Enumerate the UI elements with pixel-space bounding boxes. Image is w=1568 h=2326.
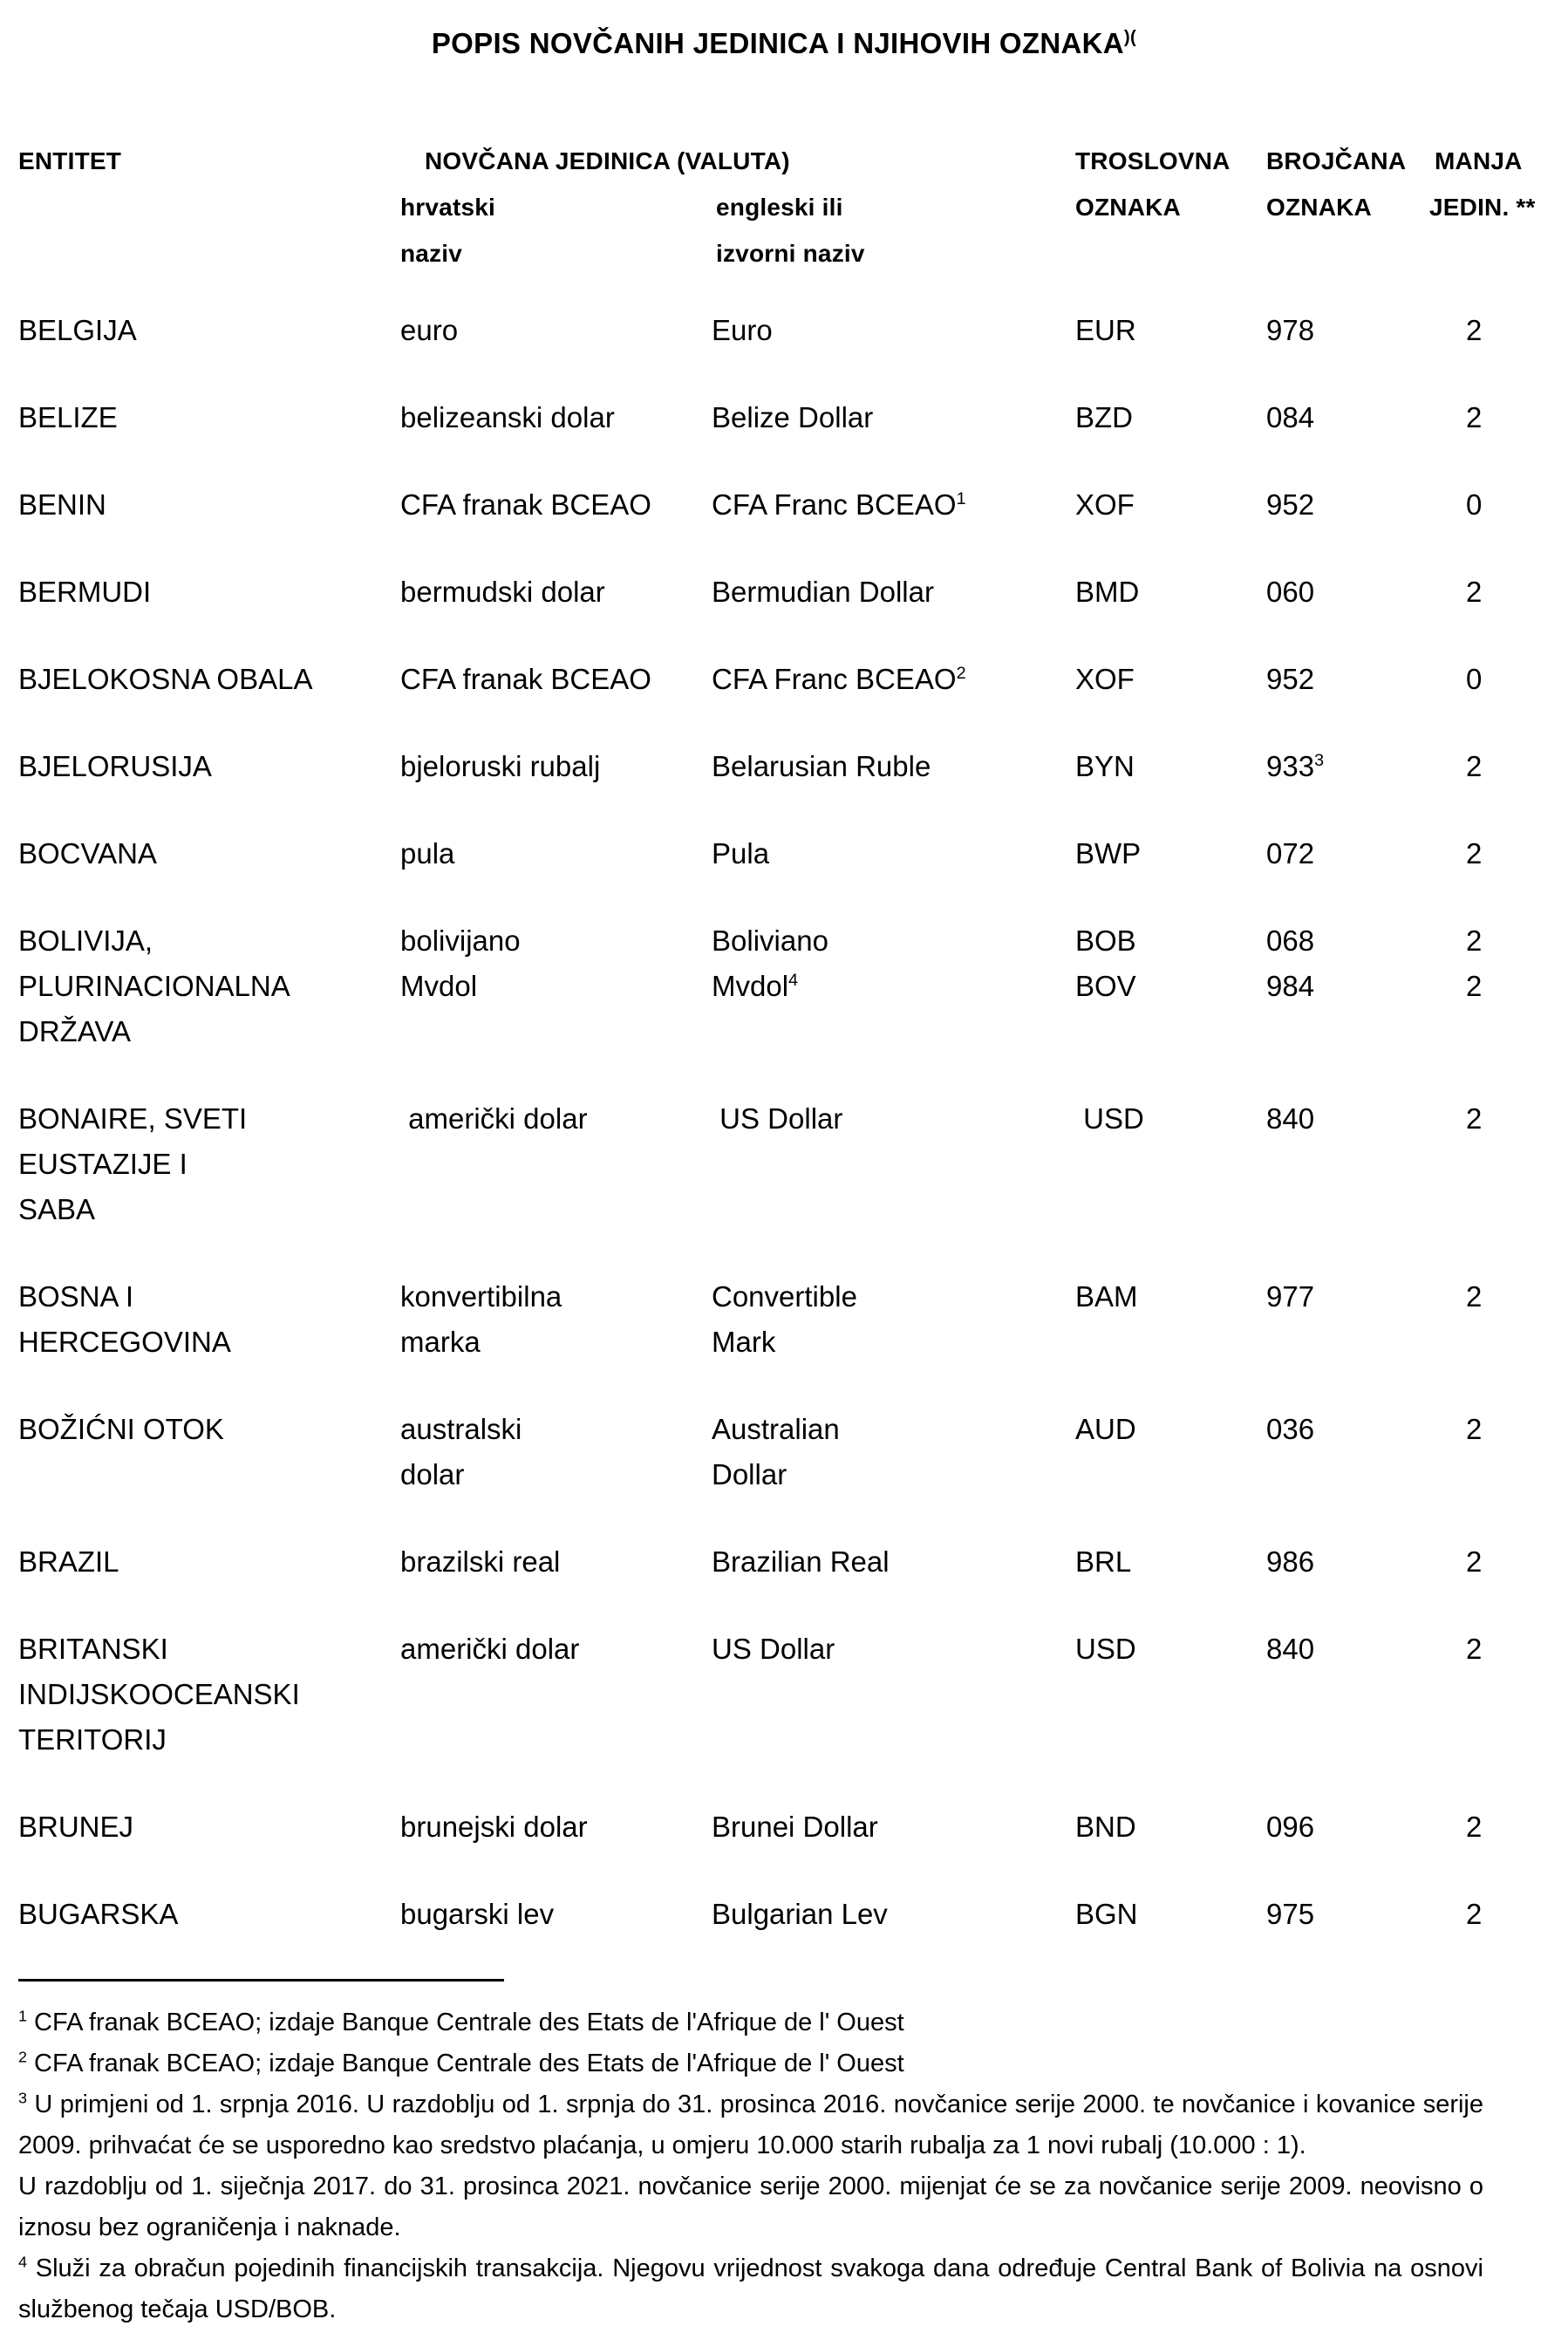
footnote-ref: 1 <box>956 489 966 508</box>
header-row-3 <box>18 230 1568 276</box>
entity-cell-line: BRITANSKI <box>18 1633 168 1665</box>
en-name-cell-line: Brunei Dollar <box>712 1811 878 1843</box>
hr-name-cell <box>400 308 712 353</box>
en-name-cell-line: CFA Franc BCEAO$^1$ <box>712 488 966 521</box>
footnotes <box>18 2002 1483 2326</box>
hr-name-cell <box>400 1627 712 1763</box>
alpha-code-cell-line: AUD <box>1075 1413 1136 1445</box>
num-code-cell-line: 036 <box>1266 1413 1315 1445</box>
hr-name-cell <box>400 1096 712 1232</box>
entity-cell-line: BONAIRE, SVETI <box>18 1102 248 1135</box>
alpha-code-cell-line: XOF <box>1075 663 1135 695</box>
en-name-cell <box>712 395 1075 440</box>
num-code-cell-line: 975 <box>1266 1898 1315 1930</box>
footnote-marker: 3 <box>18 2089 27 2107</box>
entity-cell-line: BENIN <box>18 488 106 521</box>
en-name-cell <box>712 831 1075 877</box>
en-name-cell <box>712 1407 1075 1497</box>
en-name-cell <box>712 1096 1075 1232</box>
table-row <box>18 395 1568 440</box>
entity-cell <box>18 1096 400 1232</box>
hr-name-cell-line: CFA franak BCEAO <box>400 488 651 521</box>
en-name-cell <box>712 570 1075 615</box>
alpha-code-cell <box>1075 918 1266 1054</box>
hr-name-cell-line: američki dolar <box>400 1633 580 1665</box>
alpha-code-cell <box>1075 482 1266 528</box>
en-name-cell-line: Bulgarian Lev <box>712 1898 888 1930</box>
alpha-code-cell-line: BRL <box>1075 1545 1132 1578</box>
en-name-cell <box>712 918 1075 1054</box>
entity-cell-line: DRŽAVA <box>18 1015 131 1047</box>
col-header-numeric-line2: OZNAKA <box>1266 194 1372 221</box>
alpha-code-cell-line: BGN <box>1075 1898 1138 1930</box>
num-code-cell-line: 986 <box>1266 1545 1315 1578</box>
alpha-code-cell-line: BYN <box>1075 750 1135 782</box>
alpha-code-cell-line: BMD <box>1075 576 1140 608</box>
en-name-cell-line: CFA Franc BCEAO$^2$ <box>712 663 966 695</box>
minor-unit-cell-line: 2 <box>1466 401 1483 433</box>
hr-name-cell-line: marka <box>400 1326 481 1358</box>
hr-name-cell <box>400 1274 712 1365</box>
footnote-text: Služi za obračun pojedinih financijskih transakcija. Njegovu vrijednost svakoga dana određuje Central Bank of Bolivia na osnovi službenog tečaja USD/BOB. <box>18 2254 1483 2323</box>
num-code-cell <box>1266 744 1429 789</box>
alpha-code-cell <box>1075 831 1266 877</box>
entity-cell <box>18 831 400 877</box>
num-code-cell <box>1266 657 1429 702</box>
footnote-marker: 1 <box>18 2007 27 2025</box>
table-row <box>18 1407 1568 1497</box>
alpha-code-cell <box>1075 657 1266 702</box>
hr-name-cell <box>400 395 712 440</box>
entity-cell <box>18 570 400 615</box>
col-header-alpha-line1: TROSLOVNA <box>1075 147 1231 174</box>
minor-unit-cell <box>1429 744 1568 789</box>
hr-name-cell <box>400 1892 712 1937</box>
entity-cell-line: BOSNA I <box>18 1280 134 1313</box>
hr-name-cell-line: američki dolar <box>400 1102 588 1135</box>
entity-cell-line: BERMUDI <box>18 576 152 608</box>
en-name-cell <box>712 657 1075 702</box>
alpha-code-cell-line: BZD <box>1075 401 1133 433</box>
entity-cell-line: BJELORUSIJA <box>18 750 212 782</box>
hr-name-cell-line: australski <box>400 1413 522 1445</box>
en-name-cell-line: Belize Dollar <box>712 401 874 433</box>
en-name-cell-line: Boliviano <box>712 924 828 957</box>
alpha-code-cell-line: BAM <box>1075 1280 1138 1313</box>
entity-cell-line: EUSTAZIJE I <box>18 1148 187 1180</box>
header-row-2 <box>18 184 1568 230</box>
alpha-code-cell <box>1075 1274 1266 1365</box>
entity-cell-line: BOCVANA <box>18 837 157 870</box>
hr-name-cell-line: pula <box>400 837 455 870</box>
alpha-code-cell <box>1075 1096 1266 1232</box>
entity-cell-line: INDIJSKOOCEANSKI <box>18 1678 300 1710</box>
en-name-cell-line: Mark <box>712 1326 776 1358</box>
entity-cell-line: BELIZE <box>18 401 118 433</box>
minor-unit-cell <box>1429 1096 1568 1232</box>
hr-name-cell <box>400 744 712 789</box>
entity-cell <box>18 1804 400 1850</box>
minor-unit-cell <box>1429 1274 1568 1365</box>
en-name-cell-line: Brazilian Real <box>712 1545 890 1578</box>
num-code-cell <box>1266 1627 1429 1763</box>
table-row <box>18 831 1568 877</box>
alpha-code-cell <box>1075 1627 1266 1763</box>
table-row <box>18 1804 1568 1850</box>
entity-cell <box>18 1274 400 1365</box>
en-name-cell-line: Bermudian Dollar <box>712 576 934 608</box>
entity-cell <box>18 1407 400 1497</box>
entity-cell-line: PLURINACIONALNA <box>18 970 290 1002</box>
entity-cell-line: BUGARSKA <box>18 1898 179 1930</box>
minor-unit-cell-line: 2 <box>1466 1898 1483 1930</box>
minor-unit-cell-line: 2 <box>1466 1280 1483 1313</box>
hr-name-cell-line: Mvdol <box>400 970 478 1002</box>
table-row <box>18 657 1568 702</box>
entity-cell <box>18 308 400 353</box>
minor-unit-cell-line: 2 <box>1466 1413 1483 1445</box>
entity-cell-line: HERCEGOVINA <box>18 1326 231 1358</box>
en-name-cell-line: Pula <box>712 837 770 870</box>
col-header-currency: NOVČANA JEDINICA (VALUTA) <box>425 147 790 174</box>
entity-cell-line: BRAZIL <box>18 1545 119 1578</box>
num-code-cell <box>1266 395 1429 440</box>
alpha-code-cell <box>1075 744 1266 789</box>
hr-name-cell-line: brazilski real <box>400 1545 561 1578</box>
en-name-cell-line: Dollar <box>712 1458 787 1490</box>
col-header-alpha-line2: OZNAKA <box>1075 194 1181 221</box>
page-title <box>0 0 1568 65</box>
minor-unit-cell <box>1429 1627 1568 1763</box>
entity-cell <box>18 1539 400 1585</box>
num-code-cell <box>1266 831 1429 877</box>
title-footnote-marker: )( <box>1123 27 1137 47</box>
alpha-code-cell-line: USD <box>1075 1102 1144 1135</box>
minor-unit-cell-line: 2 <box>1466 1633 1483 1665</box>
footnote-text: U razdoblju od 1. siječnja 2017. do 31. prosinca 2021. novčanice serije 2000. mijenjat će se za novčanice serije 2009. neovisno o iznosu bez ograničenja i naknade. <box>18 2173 1483 2241</box>
col-header-entity: ENTITET <box>18 147 122 174</box>
alpha-code-cell <box>1075 1407 1266 1497</box>
minor-unit-cell-line: 2 <box>1466 576 1483 608</box>
num-code-cell-line: 084 <box>1266 401 1315 433</box>
minor-unit-cell <box>1429 308 1568 353</box>
num-code-cell-line: 952 <box>1266 663 1315 695</box>
alpha-code-cell <box>1075 308 1266 353</box>
minor-unit-cell <box>1429 395 1568 440</box>
entity-cell-line: BOŽIĆNI OTOK <box>18 1413 224 1445</box>
num-code-cell-line: 068 <box>1266 924 1315 957</box>
num-code-cell <box>1266 1407 1429 1497</box>
num-code-cell-line: 096 <box>1266 1811 1315 1843</box>
hr-name-cell <box>400 918 712 1054</box>
table-row <box>18 1274 1568 1365</box>
hr-name-cell-line: euro <box>400 314 459 346</box>
entity-cell-line: TERITORIJ <box>18 1723 167 1756</box>
minor-unit-cell <box>1429 1804 1568 1850</box>
num-code-cell-line: 984 <box>1266 970 1315 1002</box>
currency-table <box>18 308 1568 1937</box>
col-header-hr-line1: hrvatski <box>400 194 495 221</box>
alpha-code-cell-line: BOV <box>1075 970 1136 1002</box>
col-header-hr-line2: naziv <box>400 240 463 267</box>
table-row <box>18 308 1568 353</box>
minor-unit-cell <box>1429 918 1568 1054</box>
hr-name-cell <box>400 1539 712 1585</box>
alpha-code-cell-line: EUR <box>1075 314 1136 346</box>
en-name-cell-line: Mvdol$^4$ <box>712 970 799 1002</box>
footnote <box>18 2166 1483 2248</box>
entity-cell <box>18 482 400 528</box>
num-code-cell-line: 952 <box>1266 488 1315 521</box>
en-name-cell <box>712 308 1075 353</box>
num-code-cell <box>1266 918 1429 1054</box>
hr-name-cell <box>400 570 712 615</box>
en-name-cell-line: Convertible <box>712 1280 857 1313</box>
minor-unit-cell <box>1429 1892 1568 1937</box>
en-name-cell-line: US Dollar <box>712 1102 843 1135</box>
header-row-1 <box>18 138 1568 184</box>
table-row <box>18 1096 1568 1232</box>
entity-cell <box>18 657 400 702</box>
footnote <box>18 2002 1483 2043</box>
alpha-code-cell <box>1075 395 1266 440</box>
en-name-cell <box>712 1627 1075 1763</box>
num-code-cell-line: 978 <box>1266 314 1315 346</box>
num-code-cell <box>1266 308 1429 353</box>
alpha-code-cell-line: BOB <box>1075 924 1136 957</box>
table-row <box>18 1892 1568 1937</box>
footnote-marker: 2 <box>18 2048 27 2066</box>
entity-cell-line: BRUNEJ <box>18 1811 134 1843</box>
num-code-cell-line: 060 <box>1266 576 1315 608</box>
minor-unit-cell-line: 2 <box>1466 314 1483 346</box>
alpha-code-cell-line: XOF <box>1075 488 1135 521</box>
footnote-ref: 3 <box>1314 751 1325 770</box>
alpha-code-cell <box>1075 1804 1266 1850</box>
hr-name-cell-line: brunejski dolar <box>400 1811 588 1843</box>
entity-cell <box>18 395 400 440</box>
en-name-cell <box>712 482 1075 528</box>
hr-name-cell-line: dolar <box>400 1458 465 1490</box>
en-name-cell <box>712 1804 1075 1850</box>
alpha-code-cell-line: BWP <box>1075 837 1142 870</box>
entity-cell-line: BOLIVIJA, <box>18 924 153 957</box>
col-header-numeric-line1: BROJČANA <box>1266 147 1407 174</box>
entity-cell-line: BELGIJA <box>18 314 137 346</box>
hr-name-cell <box>400 1804 712 1850</box>
minor-unit-cell <box>1429 657 1568 702</box>
minor-unit-cell <box>1429 482 1568 528</box>
en-name-cell-line: US Dollar <box>712 1633 835 1665</box>
num-code-cell-line: 840 <box>1266 1102 1315 1135</box>
hr-name-cell-line: konvertibilna <box>400 1280 562 1313</box>
hr-name-cell-line: bermudski dolar <box>400 576 605 608</box>
en-name-cell-line: Belarusian Ruble <box>712 750 931 782</box>
col-header-minor-line1: MANJA <box>1435 147 1523 174</box>
entity-cell <box>18 918 400 1054</box>
table-header <box>18 138 1568 276</box>
footnote-marker: 4 <box>18 2253 27 2271</box>
alpha-code-cell <box>1075 570 1266 615</box>
entity-cell-line: BJELOKOSNA OBALA <box>18 663 313 695</box>
alpha-code-cell-line: USD <box>1075 1633 1136 1665</box>
hr-name-cell <box>400 657 712 702</box>
hr-name-cell-line: bugarski lev <box>400 1898 555 1930</box>
minor-unit-cell <box>1429 1407 1568 1497</box>
alpha-code-cell-line: BND <box>1075 1811 1136 1843</box>
minor-unit-cell-line: 2 <box>1466 924 1483 957</box>
hr-name-cell-line: bolivijano <box>400 924 521 957</box>
minor-unit-cell-line: 0 <box>1466 663 1483 695</box>
hr-name-cell-line: belizeanski dolar <box>400 401 615 433</box>
col-header-minor-line2: JEDIN. ** <box>1429 194 1536 221</box>
minor-unit-cell <box>1429 831 1568 877</box>
entity-cell <box>18 744 400 789</box>
en-name-cell <box>712 1892 1075 1937</box>
hr-name-cell <box>400 1407 712 1497</box>
footnote-ref: 2 <box>956 664 966 683</box>
num-code-cell <box>1266 1539 1429 1585</box>
en-name-cell-line: Euro <box>712 314 773 346</box>
minor-unit-cell <box>1429 570 1568 615</box>
entity-cell-line: SABA <box>18 1193 96 1225</box>
minor-unit-cell-line: 2 <box>1466 1545 1483 1578</box>
entity-cell <box>18 1892 400 1937</box>
footnote-separator <box>18 1979 504 1982</box>
en-name-cell <box>712 1539 1075 1585</box>
minor-unit-cell-line: 2 <box>1466 970 1483 1002</box>
hr-name-cell-line: bjeloruski rubalj <box>400 750 601 782</box>
minor-unit-cell-line: 2 <box>1466 1811 1483 1843</box>
num-code-cell <box>1266 1096 1429 1232</box>
minor-unit-cell-line: 2 <box>1466 837 1483 870</box>
hr-name-cell-line: CFA franak BCEAO <box>400 663 651 695</box>
num-code-cell-line: 072 <box>1266 837 1315 870</box>
en-name-cell <box>712 744 1075 789</box>
alpha-code-cell <box>1075 1892 1266 1937</box>
minor-unit-cell <box>1429 1539 1568 1585</box>
num-code-cell <box>1266 1892 1429 1937</box>
footnote-text: U primjeni od 1. srpnja 2016. U razdoblju od 1. srpnja do 31. prosinca 2016. novčanice serije 2000. te novčanice i kovanice serije 2009. prihvaćat će se usporedno kao sredstvo plaćanja, u omjeru 10.000 starih rubalja za 1 novi rubalj (10.000 : 1). <box>18 2091 1483 2159</box>
footnote <box>18 2043 1483 2084</box>
num-code-cell <box>1266 482 1429 528</box>
en-name-cell <box>712 1274 1075 1365</box>
hr-name-cell <box>400 831 712 877</box>
num-code-cell <box>1266 1274 1429 1365</box>
num-code-cell-line: 977 <box>1266 1280 1315 1313</box>
num-code-cell-line: 840 <box>1266 1633 1315 1665</box>
entity-cell <box>18 1627 400 1763</box>
footnote-ref: 4 <box>788 971 799 990</box>
footnote <box>18 2248 1483 2326</box>
table-row <box>18 744 1568 789</box>
footnote <box>18 2084 1483 2166</box>
minor-unit-cell-line: 2 <box>1466 1102 1483 1135</box>
table-row <box>18 1627 1568 1763</box>
col-header-en-line1: engleski ili <box>716 194 843 221</box>
table-row <box>18 482 1568 528</box>
num-code-cell-line: 933$^3$ <box>1266 750 1325 782</box>
en-name-cell-line: Australian <box>712 1413 840 1445</box>
footnote-text: CFA franak BCEAO; izdaje Banque Centrale des Etats de l'Afrique de l' Ouest <box>27 2009 904 2036</box>
table-row <box>18 1539 1568 1585</box>
col-header-en-line2: izvorni naziv <box>716 240 865 267</box>
num-code-cell <box>1266 570 1429 615</box>
table-row <box>18 918 1568 1054</box>
num-code-cell <box>1266 1804 1429 1850</box>
minor-unit-cell-line: 2 <box>1466 750 1483 782</box>
minor-unit-cell-line: 0 <box>1466 488 1483 521</box>
footnote-text: CFA franak BCEAO; izdaje Banque Centrale des Etats de l'Afrique de l' Ouest <box>27 2050 904 2077</box>
alpha-code-cell <box>1075 1539 1266 1585</box>
table-row <box>18 570 1568 615</box>
page-title-text: POPIS NOVČANIH JEDINICA I NJIHOVIH OZNAKA <box>431 27 1124 59</box>
hr-name-cell <box>400 482 712 528</box>
